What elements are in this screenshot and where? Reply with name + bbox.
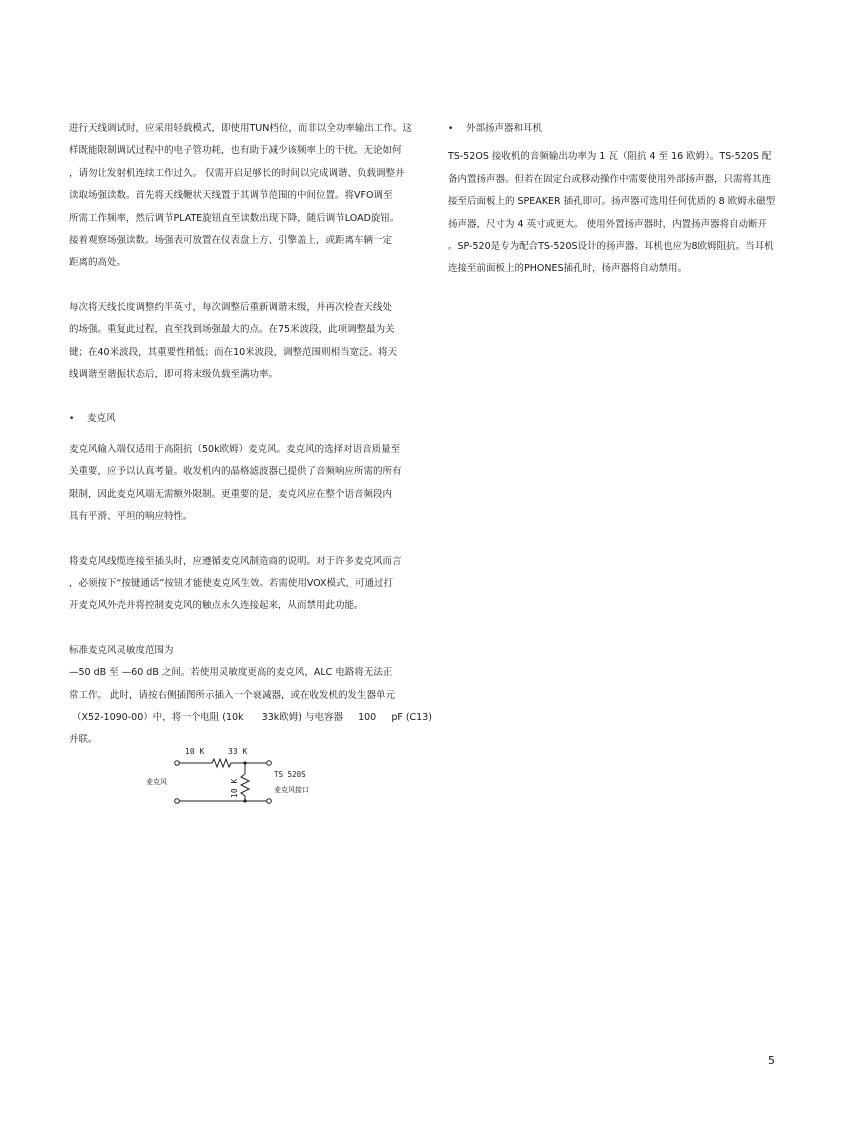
text-line: 读取场强读数。首先将天线鞭状天线置于其调节范围的中间位置。将VFO调至 [69,190,393,202]
attenuator-circuit-diagram [140,740,360,820]
text-line: 麦克风输入端仅适用于高阻抗（50k欧姆）麦克风。麦克风的选择对语音质量至 [69,443,401,455]
heading-text: 外部扬声器和耳机 [466,123,543,134]
text-line: —50 dB 至 —60 dB 之间。若使用灵敏度更高的麦克风，ALC 电路将无法正 [69,667,393,679]
left-column [69,118,432,752]
microphone-wiring-paragraph [69,551,415,618]
heading-text: 麦克风 [87,413,116,425]
text-line: 常工作。 此时，请按右侧插图所示插入一个衰减器，或在收发机的发生器单元 [69,689,396,701]
resistor-r2 [241,774,249,796]
device-label: TS 520S [274,770,306,779]
mic-label: 麦克风 [146,778,167,786]
text-line: 。SP-520是专为配合TS-520S设计的扬声器。耳机也应为8欧姆阻抗。当耳机 [448,241,774,253]
input-terminal-top [175,761,180,766]
bullet-icon: • [69,414,75,425]
text-line: TS-52OS 接收机的音频输出功率为 1 瓦（阻抗 4 至 16 欧姆）。TS-520S 配 [448,151,772,163]
input-terminal-bottom [175,799,180,804]
text-line: 关重要，应予以认真考量。收发机内的晶格滤波器已提供了音频响应所需的所有 [69,466,402,478]
text-line: 接着观察场强读数。场强表可放置在仪表盘上方、引擎盖上，或距离车辆一定 [69,235,393,247]
text-line: 限制，因此麦克风端无需额外限制。更重要的是，麦克风应在整个语音频段内 [69,488,393,500]
junction-dot [243,761,246,764]
text-line: 接至后面板上的 SPEAKER 插孔即可。扬声器可选用任何优质的 8 欧姆永磁型 [448,196,776,208]
text-line: 连接至前面板上的PHONES插孔时，扬声器将自动禁用。 [448,263,687,275]
text-line: 扬声器，尺寸为 4 英寸或更大。 使用外置扬声器时，内置扬声器将自动断开 [448,218,768,230]
text-line: 所需工作频率，然后调节PLATE旋钮直至读数出现下降，随后调节LOAD旋钮。 [69,212,400,224]
output-terminal-bottom [267,799,272,804]
bullet-icon: • [448,124,454,134]
microphone-sensitivity-paragraph [69,640,432,752]
text-line: 键；在40米波段，其重要性稍低；而在10米波段，调整范围则相当宽泛。将天 [69,346,398,358]
speaker-paragraph [448,146,793,280]
text-line: 开麦克风外壳并将控制麦克风的触点永久连接起来，从而禁用此功能。 [69,600,364,612]
text-line: 的场强。重复此过程，直至找到场强最大的点。在75米波段，此项调整最为关 [69,324,395,336]
junction-dot [243,799,246,802]
speaker-heading [448,118,793,140]
page-number: 5 [768,1054,775,1067]
text-line: 具有平滑、平坦的响应特性。 [69,511,193,523]
r1-label: 10 K [185,747,205,756]
microphone-heading [69,408,415,430]
text-line: 将麦克风线缆连接至插头时，应遵循麦克风制造商的说明。对于许多麦克风而言 [69,555,402,567]
r2-label: 33 K [228,747,248,756]
text-line: 每次将天线长度调整约半英寸，每次调整后重新调谐末级，并再次检查天线处 [69,301,393,313]
text-line: 并联。 [69,734,98,746]
text-line: （X52-1090-00）中，将一个电阻 (10k 33k欧姆) 与电容器 100 pF (C13) [69,711,432,723]
text-line: ，请勿让发射机连续工作过久。 仅需开启足够长的时间以完成调谐、负载调整并 [69,167,405,179]
antenna-tuning-paragraph [69,118,415,275]
resistor-r1 [212,759,231,767]
r3-label: 10 K [230,778,239,798]
microphone-paragraph [69,439,415,529]
output-terminal-top [267,761,272,766]
right-column [448,118,793,281]
text-line: ，必须按下“按键通话”按钮才能使麦克风生效。若需使用VOX模式，可通过打 [69,577,394,589]
text-line: 样既能限制调试过程中的电子管功耗，也有助于减少该频率上的干扰。无论如何 [69,145,402,157]
jack-label: 麦克风接口 [274,786,309,794]
text-line: 标准麦克风灵敏度范围为 [69,644,174,656]
text-line: 备内置扬声器。但若在固定台或移动操作中需要使用外部扬声器，只需将其连 [448,173,772,185]
antenna-adjust-paragraph [69,297,415,387]
text-line: 距离的高处。 [69,257,127,269]
text-line: 线调谐至谐振状态后，即可将末级负载至满功率。 [69,369,279,381]
text-line: 进行天线调试时，应采用轻载模式，即使用TUN档位，而非以全功率输出工作。这 [69,123,412,134]
